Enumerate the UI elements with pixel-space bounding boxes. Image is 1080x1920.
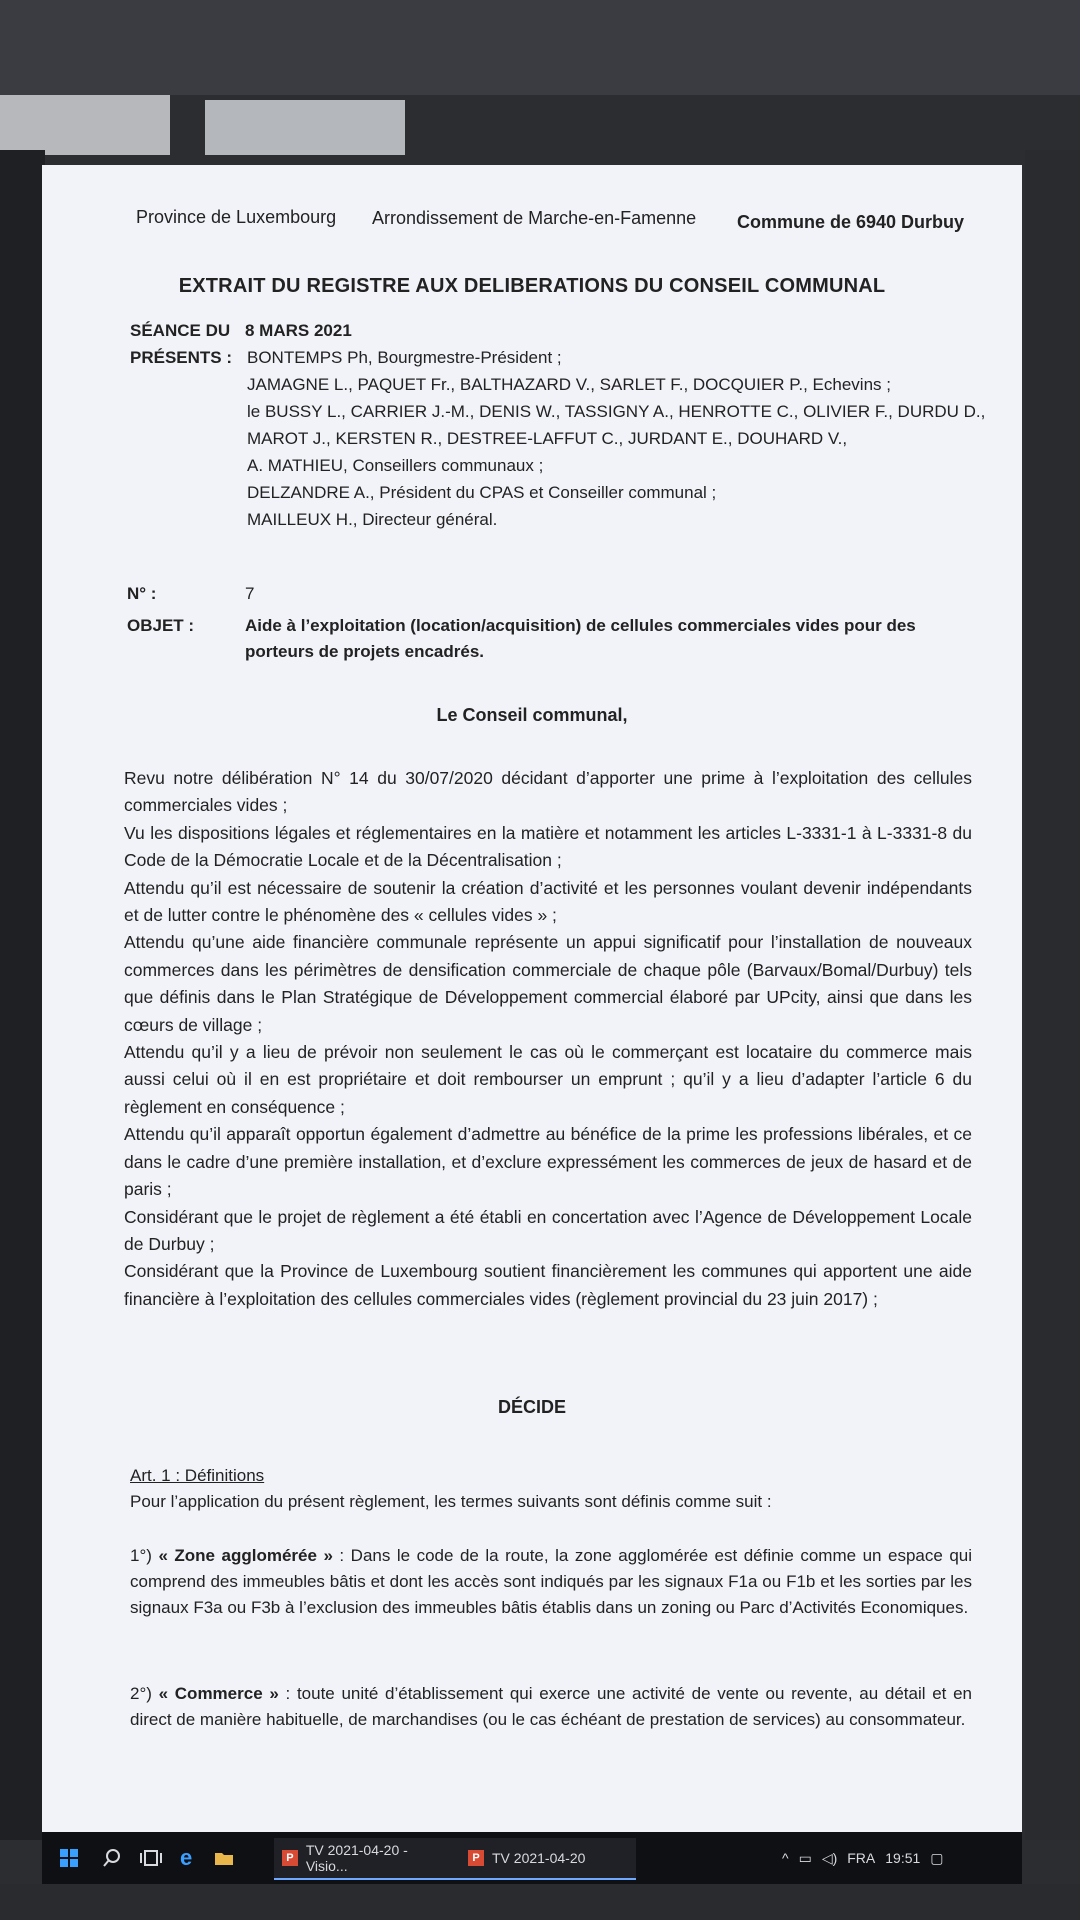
- objet-label: OBJET :: [127, 616, 195, 635]
- seance-line: [130, 317, 352, 344]
- numero-label: N° :: [127, 584, 157, 603]
- presents-line: JAMAGNE L., PAQUET Fr., BALTHAZARD V., SARLET F., DOCQUIER P., Echevins ;: [247, 375, 891, 394]
- presents-line: BONTEMPS Ph, Bourgmestre-Président ;: [247, 348, 562, 367]
- considerant-paragraph: Considérant que le projet de règlement a été établi en concertation avec l’Agence de Développement Locale de Durbuy ;: [124, 1206, 972, 1254]
- definition-item: [130, 1543, 972, 1621]
- taskbar-app-visio-label: TV 2021-04-20 - Visio...: [305, 1842, 408, 1874]
- document-page[interactable]: [42, 165, 1022, 1837]
- search-icon[interactable]: [102, 1832, 122, 1884]
- volume-icon[interactable]: ◁): [821, 1849, 838, 1866]
- chevron-up-icon[interactable]: ^: [782, 1850, 789, 1866]
- presents-line: DELZANDRE A., Président du CPAS et Conseiller communal ;: [247, 483, 717, 502]
- system-tray: [782, 1832, 944, 1884]
- objet-value: Aide à l’exploitation (location/acquisition) de cellules commerciales vides pour des porteurs de projets encadrés.: [245, 616, 916, 661]
- definition-item: [130, 1681, 972, 1733]
- presents-list: [247, 344, 986, 533]
- considerant-paragraph: Attendu qu’il y a lieu de prévoir non seulement le cas où le commerçant est locataire du commerce mais aussi celui où il en est propriétaire et doit rembourser un emprunt ; qu’il y a lieu d’adapter l’article 6 du règlement en conséquence ;: [124, 1042, 972, 1117]
- definition-number: 1°): [130, 1546, 159, 1565]
- language-indicator[interactable]: FRA: [847, 1850, 876, 1866]
- definition-number: 2°): [130, 1684, 159, 1703]
- definition-term: « Zone agglomérée »: [158, 1546, 333, 1565]
- decide-heading: DÉCIDE: [497, 1397, 566, 1417]
- header-arrondissement: Arrondissement de Marche-en-Famenne: [372, 208, 697, 228]
- presents-line: MAILLEUX H., Directeur général.: [247, 510, 498, 529]
- powerpoint-icon: P: [282, 1850, 298, 1866]
- presents-label-line: [130, 344, 245, 371]
- definition-term: « Commerce »: [158, 1684, 279, 1703]
- header-commune: Commune de 6940 Durbuy: [737, 212, 965, 232]
- monitor-bezel-top: [0, 0, 1080, 95]
- considerant-paragraph: Attendu qu’il apparaît opportun également d’admettre au bénéfice de la prime les professions libérales, et ce dans le cadre d’une première installation, et d’exclure expressément les commerces de jeux de hasard et de paris ;: [124, 1124, 972, 1200]
- definition-text: : toute unité d’établissement qui exerce une activité de vente ou revente, au détail et en direct de manière habituelle, de marchandises (ou le cas échéant de prestation de services) au consommateur.: [130, 1684, 972, 1729]
- taskbar-app-presentation[interactable]: [460, 1838, 636, 1880]
- screen: [42, 165, 1022, 1837]
- header-province: Province de Luxembourg: [136, 207, 337, 227]
- numero-value: 7: [245, 584, 255, 603]
- document-title: EXTRAIT DU REGISTRE AUX DELIBERATIONS DU CONSEIL COMMUNAL: [178, 275, 886, 297]
- windows-start-icon[interactable]: [60, 1832, 78, 1884]
- monitor-bezel-bottom: [0, 1884, 1080, 1920]
- edge-icon[interactable]: e: [180, 1845, 193, 1870]
- taskbar-app-presentation-label: TV 2021-04-20: [492, 1850, 586, 1866]
- network-icon[interactable]: ▭: [798, 1849, 812, 1866]
- considerants: [124, 765, 972, 1313]
- task-view-icon[interactable]: [140, 1832, 162, 1884]
- monitor-frame-right: [1025, 150, 1080, 1840]
- presents-label: PRÉSENTS :: [130, 348, 233, 367]
- powerpoint-icon: P: [468, 1850, 484, 1866]
- considerant-paragraph: Considérant que la Province de Luxembourg soutient financièrement les communes qui apportent une aide financière à l’exploitation des cellules commerciales vides (règlement provincial du 23 juin 2017) ;: [124, 1261, 972, 1309]
- article-1-intro: Pour l’application du présent règlement, les termes suivants sont définis comme suit :: [130, 1492, 772, 1511]
- considerant-paragraph: Attendu qu’une aide financière communale représente un appui significatif pour l’installation de nouveaux commerces dans les périmètres de densification commerciale de chaque pôle (Barvaux/Bomal/Durbuy) tels que définis dans le Plan Stratégique de Développement commercial élaboré par UPcity, ainsi que dans les cœurs de village ;: [124, 932, 972, 1035]
- considerant-paragraph: Revu notre délibération N° 14 du 30/07/2020 décidant d’apporter une prime à l’exploitation des cellules commerciales vides ;: [124, 768, 972, 816]
- glass-reflection: [0, 95, 170, 155]
- monitor-frame-left: [0, 150, 45, 1840]
- file-explorer-icon[interactable]: [214, 1832, 234, 1884]
- presents-line: MAROT J., KERSTEN R., DESTREE-LAFFUT C., JURDANT E., DOUHARD V.,: [247, 429, 848, 448]
- windows-taskbar: [42, 1832, 1022, 1884]
- considerant-paragraph: Vu les dispositions légales et réglementaires en la matière et notamment les articles L-3331-1 à L-3331-8 du Code de la Démocratie Locale et de la Décentralisation ;: [124, 822, 972, 871]
- notification-icon[interactable]: ▢: [930, 1849, 944, 1866]
- definition-text: : Dans le code de la route, la zone agglomérée est définie comme un espace qui comprend des immeubles bâtis et dont les accès sont indiqués par les signaux F1a ou F1b et les sorties par les signaux F3a ou F3b à l’exclusion des immeubles bâtis établis dans un zoning ou Parc d’Activités Economiques.: [130, 1546, 973, 1617]
- council-heading: Le Conseil communal,: [436, 705, 628, 725]
- considerant-paragraph: Attendu qu’il est nécessaire de soutenir la création d’activité et les personnes voulant devenir indépendants et de lutter contre le phénomène des « cellules vides » ;: [124, 877, 972, 926]
- presents-line: le BUSSY L., CARRIER J.-M., DENIS W., TASSIGNY A., HENROTTE C., OLIVIER F., DURDU D.,: [247, 402, 986, 421]
- article-1: [130, 1463, 970, 1515]
- presents-line: A. MATHIEU, Conseillers communaux ;: [247, 456, 544, 475]
- clock[interactable]: 19:51: [885, 1850, 921, 1866]
- glass-reflection: [205, 100, 405, 155]
- seance-date: 8 MARS 2021: [245, 321, 352, 340]
- article-1-heading: Art. 1 : Définitions: [130, 1466, 265, 1485]
- taskbar-app-visio[interactable]: [274, 1838, 460, 1880]
- numero-line: [127, 581, 254, 607]
- seance-label: SÉANCE DU: [130, 321, 231, 340]
